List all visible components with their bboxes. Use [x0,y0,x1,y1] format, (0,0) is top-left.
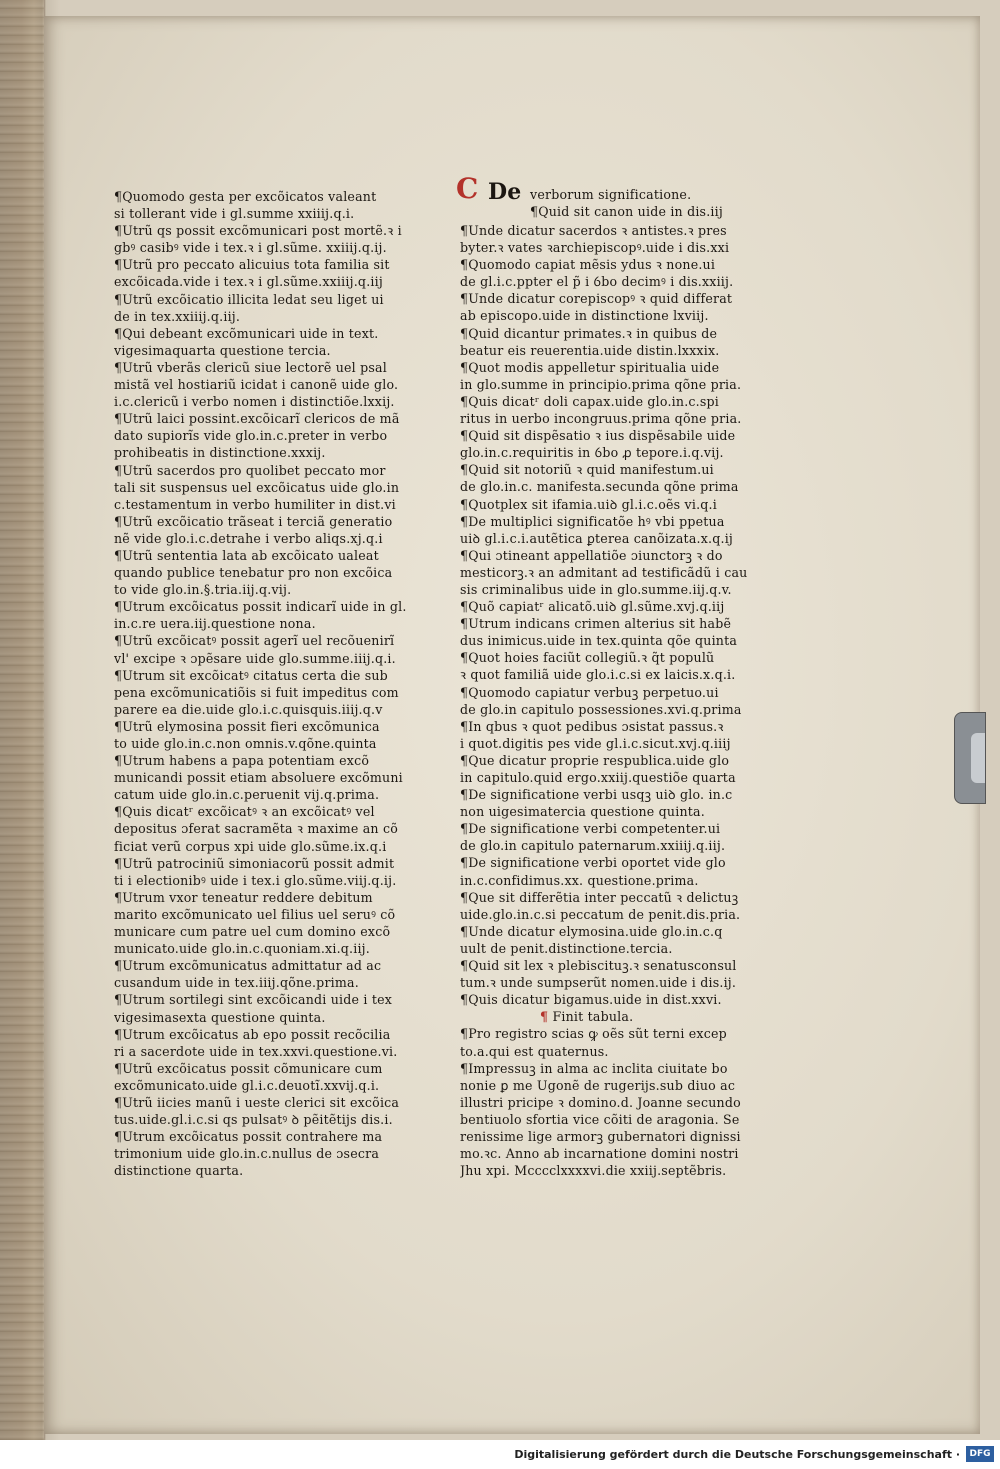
right-entry-line: sis criminalibus uide in glo.summe.iij.q.v. [460,581,732,597]
colophon-line: mo.ꝛc. Anno ab incarnatione domini nostri [460,1146,739,1162]
right-entry-line: uult de penit.distinctione.tercia. [460,940,673,956]
left-entry-line: ¶Utrum excõmunicatus admittatur ad ac [114,958,382,974]
right-entry-line: ¶Unde dicatur sacerdos ꝛ antistes.ꝛ pres [460,223,727,238]
dfg-logo: DFG [966,1446,994,1462]
left-entry-line: gbꝰ casibꝰ vide i tex.ꝛ i gl.sũme. xxiiij.q.ij. [114,240,387,256]
right-entry-line: in glo.summe in principio.prima qõne pria. [460,376,742,392]
colophon-line: illustri pricipe ꝛ domino.d. Joanne secundo [460,1094,741,1110]
left-entry-line: ¶Utrũ patrociniũ simoniacorũ possit admit [114,855,395,871]
left-entry-line: ¶Utrũ pro peccato alicuius tota familia sit [114,257,390,273]
right-entry-line: ¶Quomodo capiat mẽsis ydus ꝛ none.ui [460,257,716,273]
left-entry-line: mistã vel hostiariũ icidat i canonẽ uide glo. [114,377,399,393]
left-entry-line: cusandum uide in tex.iiij.qõne.prima. [114,975,359,991]
right-entry-line: ꝛ quot familiã uide glo.i.c.si ex laicis.x.q.i. [460,667,736,683]
left-entry-line: ri a sacerdote uide in tex.xxvi.questione.vi. [114,1043,398,1059]
left-entry-line: tus.uide.gl.i.c.si qs pulsatꝰ ꝺ pẽitẽtijs dis.i. [114,1112,393,1128]
left-entry-line: ¶Utrũ qs possit excõmunicari post mortẽ.ꝛ i [114,223,402,239]
right-entry-line: ¶Quõ capiatʳ alicatõ.uiꝺ gl.sũme.xvj.q.iij [460,599,725,615]
right-entry-line: ¶Quid sit notoriũ ꝛ quid manifestum.ui [460,462,714,478]
left-entry-line: in.c.re uera.iij.questione nona. [114,616,316,632]
left-entry-line: tali sit suspensus uel excõicatus uide glo.in [114,479,400,495]
left-entry-line: dato supiorĩs vide glo.in.c.preter in verbo [114,428,388,444]
right-entry-line: ¶Quis dicatʳ doli capax.uide glo.in.c.spi [460,393,720,409]
colophon [460,1025,790,1179]
right-entry-line: ¶Quot hoies faciũt collegiũ.ꝛ q̃t populũ [460,650,715,666]
left-entry-line: prohibeatis in distinctione.xxxij. [114,445,326,461]
left-entry-line: ¶Utrũ elymosina possit fieri excõmunica [114,718,380,734]
left-entry-line: excõicada.vide i tex.ꝛ i gl.sũme.xxiiij.q.iij [114,274,383,290]
left-entry-line: catum uide glo.in.c.peruenit vij.q.prima. [114,787,380,803]
left-entry-line: municato.uide glo.in.c.quoniam.xi.q.iij. [114,941,370,957]
right-entry-line: de glo.in capitulo possessiones.xvi.q.prima [460,701,742,717]
colophon-line: nonie ꝑ me Ugonẽ de rugerijs.sub diuo ac [460,1077,736,1093]
right-entry-line: de gl.i.c.ppter el p̃ i ỽbo decimꝰ i dis.xxiij. [460,274,734,290]
colophon-line: bentiuolo sfortia vice cõiti de aragonia. Se [460,1111,740,1127]
left-entry-line: ¶Utrũ excõicatio trãseat i terciã generatio [114,513,393,529]
left-entry-line: ¶Utrum excõicatus possit contrahere ma [114,1129,383,1145]
left-entry-line: ficiat verũ corpus xpi uide glo.sũme.ix.q.i [114,838,387,854]
right-entry-line: ¶Qui ɔtineant appellatiõe ɔiunctorꝫ ꝛ do [460,547,723,563]
left-entry-line: ¶Utrũ iicies manũ i ueste clerici sit excõica [114,1094,400,1110]
left-entry-line: nẽ vide glo.i.c.detrahe i verbo aliqs.xj.q.i [114,530,383,546]
left-column [114,188,454,1179]
right-entry-line: tum.ꝛ unde sumpserũt nomen.uide i dis.ij. [460,975,737,991]
left-entry-line: distinctione quarta. [114,1163,244,1179]
right-entry-line: glo.in.c.requiritis in ỽbo ꝓ tepore.i.q.vij. [460,445,724,461]
footer-bar [0,1440,1000,1469]
right-entry-line: beatur eis reuerentia.uide distin.lxxxix. [460,342,720,358]
previous-page-edge [0,0,44,1440]
left-entry-line: to uide glo.in.c.non omnis.v.qõne.quinta [114,736,377,751]
left-entry-line: ¶Utrũ sacerdos pro quolibet peccato mor [114,462,386,478]
left-entry-line: ¶Utrum sortilegi sint excõicandi uide i tex [114,992,393,1008]
bookmark-tab-clip [971,733,985,783]
right-entry-line: non uigesimatercia questione quinta. [460,804,705,820]
left-entry-line: ¶Utrum sit excõicatꝰ citatus certa die sub [114,667,388,683]
right-entry-line: ¶Que dicatur proprie respublica.uide glo [460,752,730,768]
right-entry-line: ab episcopo.uide in distinctione lxviij. [460,308,709,324]
right-entry-line: ¶Quot modis appelletur spiritualia uide [460,359,720,375]
right-entry-line: ¶Utrum indicans crimen alterius sit habẽ [460,616,732,632]
left-entry-line: ¶Utrum habens a papa potentiam excõ [114,753,370,769]
left-entry-line: depositus ɔferat sacramẽta ꝛ maxime an cõ [114,821,398,837]
heading-de: De [488,179,522,205]
right-entry-line: ¶Quid sit lex ꝛ plebiscituꝫ.ꝛ senatusconsul [460,958,737,974]
right-entry-line: ¶Unde dicatur corepiscopꝰ ꝛ quid differat [460,291,733,307]
section-heading [456,172,790,222]
right-entry-line: ¶Que sit differẽtia inter peccatũ ꝛ delictuꝫ [460,889,739,905]
colophon-line: Jhu xpi. Mcccclxxxxvi.die xxiij.septẽbris. [460,1163,727,1179]
left-entry-line: vigesimasexta questione quinta. [114,1009,326,1025]
left-entry-line: ¶Utrum vxor teneatur reddere debitum [114,889,373,905]
left-entry-line: parere ea die.uide glo.i.c.quisquis.iiij.q.v [114,701,383,717]
right-entry-line: ¶De multiplici significatõe hꝰ vbi ppetua [460,513,725,529]
left-entry-line: ¶Quomodo gesta per excõicatos valeant [114,189,377,204]
left-entry-line: municandi possit etiam absoluere excõmuni [114,770,403,786]
right-entry-line: ¶De significatione verbi usqꝫ uiꝺ glo. in.c [460,787,733,803]
right-entry-line: ¶Quid dicantur primates.ꝛ in quibus de [460,325,718,341]
left-entry-line: quando publice tenebatur pro non excõica [114,565,393,581]
finit-tabula [540,1008,790,1025]
colophon-line: ¶Impressuꝫ in alma ac inclita ciuitate bo [460,1060,728,1076]
heading-line-2: ¶Quid sit canon uide in dis.iij [530,204,723,219]
right-entries [460,222,790,1008]
left-entry-line: vigesimaquarta questione tercia. [114,342,331,358]
left-entry-line: vl' excipe ꝛ ɔpẽsare uide glo.summe.iiij.q.i. [114,650,396,666]
right-entry-line: ¶Quis dicatur bigamus.uide in dist.xxvi. [460,992,722,1008]
left-entry-line: marito excõmunicato uel filius uel seruꝰ cõ [114,906,396,922]
right-entry-line: uiꝺ gl.i.c.i.autẽtica ꝑterea canõizata.x.q.ij [460,530,734,546]
right-entry-line: ritus in uerbo incongruus.prima qõne pria. [460,411,742,427]
right-entry-line: ¶De significatione verbi competenter.ui [460,821,721,837]
left-entry-line: excõmunicato.uide gl.i.c.deuotĩ.xxvij.q.i. [114,1077,380,1093]
left-entry-line: de in tex.xxiiij.q.iij. [114,308,241,324]
right-entry-line: ¶Unde dicatur elymosina.uide glo.in.c.q [460,923,723,939]
left-entry-line: ti i electionibꝰ uide i tex.i glo.sũme.viij.q.ij. [114,872,397,888]
right-entry-line: ¶In qbus ꝛ quot pedibus ɔsistat passus.ꝛ [460,718,724,734]
book-page [44,16,980,1434]
heading-line-1: verborum significatione. [530,187,692,202]
right-entry-line: i quot.digitis pes vide gl.i.c.sicut.xvj.q.iiij [460,735,731,751]
colophon-line: renissime lige armorꝫ gubernatori dignissi [460,1128,741,1144]
right-entry-line: ¶De significatione verbi oportet vide glo [460,855,726,871]
colophon-line: ¶Pro registro scias ꝙ oẽs sũt terni excep [460,1026,727,1042]
left-entry-line: ¶Quis dicatʳ excõicatꝰ ꝛ an excõicatꝰ vel [114,804,375,820]
left-entry-line: ¶Utrũ sententia lata ab excõicato ualeat [114,547,379,563]
bookmark-tab [954,712,986,804]
right-entry-line: mesticorꝫ.ꝛ an admitant ad testificãdũ i cau [460,564,748,580]
right-entry-line: de glo.in capitulo paternarum.xxiiij.q.iij. [460,838,726,854]
left-entry-line: i.c.clericũ i verbo nomen i distinctiõe.lxxij. [114,394,395,410]
left-entry-line: ¶Utrũ excõicatus possit cõmunicare cum [114,1060,383,1076]
funding-credit: Digitalisierung gefördert durch die Deutsche Forschungsgemeinschaft · [514,1448,960,1461]
left-entry-line: to vide glo.in.§.tria.iij.q.vij. [114,582,292,598]
right-entry-line: uide.glo.in.c.si peccatum de penit.dis.pria. [460,906,741,922]
right-column [456,172,790,1179]
right-entry-line: ¶Quomodo capiatur verbuꝫ perpetuo.ui [460,684,719,700]
right-entry-line: in.c.confidimus.xx. questione.prima. [460,872,699,888]
left-entry-line: ¶Utrũ vberãs clericũ siue lectorẽ uel psal [114,359,387,375]
left-entry-line: ¶Utrum excõicatus ab epo possit recõcilia [114,1026,391,1042]
left-entry-line: pena excõmunicatiõis si fuit impeditus com [114,684,399,700]
finit-text: Finit tabula. [552,1009,634,1025]
left-entry-line: municare cum patre uel cum domino excõ [114,924,391,940]
left-entry-line: ¶Utrum excõicatus possit indicarĩ uide in gl. [114,599,407,615]
left-entry-line: ¶Qui debeant excõmunicari uide in text. [114,325,379,341]
right-entry-line: byter.ꝛ vates ꝛarchiepiscopꝰ.uide i dis.xxi [460,240,730,256]
left-entry-line: si tollerant vide i gl.summe xxiiij.q.i. [114,206,355,222]
left-entry-line: trimonium uide glo.in.c.nullus de ɔsecra [114,1146,380,1162]
left-entry-line: c.testamentum in verbo humiliter in dist.vi [114,496,396,512]
right-entry-line: in capitulo.quid ergo.xxiij.questiõe quarta [460,770,736,785]
right-entry-line: dus inimicus.uide in tex.quinta qõe quinta [460,633,738,649]
right-entry-line: ¶Quid sit dispẽsatio ꝛ ius dispẽsabile uide [460,428,736,444]
left-entry-line: ¶Utrũ excõicatꝰ possit agerĩ uel recõuenirĩ [114,633,395,649]
right-entry-line: ¶Quotplex sit ifamia.uiꝺ gl.i.c.oẽs vi.q.i [460,496,717,512]
left-entry-line: ¶Utrũ excõicatio illicita ledat seu liget ui [114,291,384,307]
right-entry-line: de glo.in.c. manifesta.secunda qõne prima [460,479,739,495]
colophon-line: to.a.qui est quaternus. [460,1043,609,1059]
finit-mark: ¶ [540,1009,549,1025]
red-initial: C [456,172,479,205]
left-entry-line: ¶Utrũ laici possint.excõicarĩ clericos de mã [114,411,400,427]
